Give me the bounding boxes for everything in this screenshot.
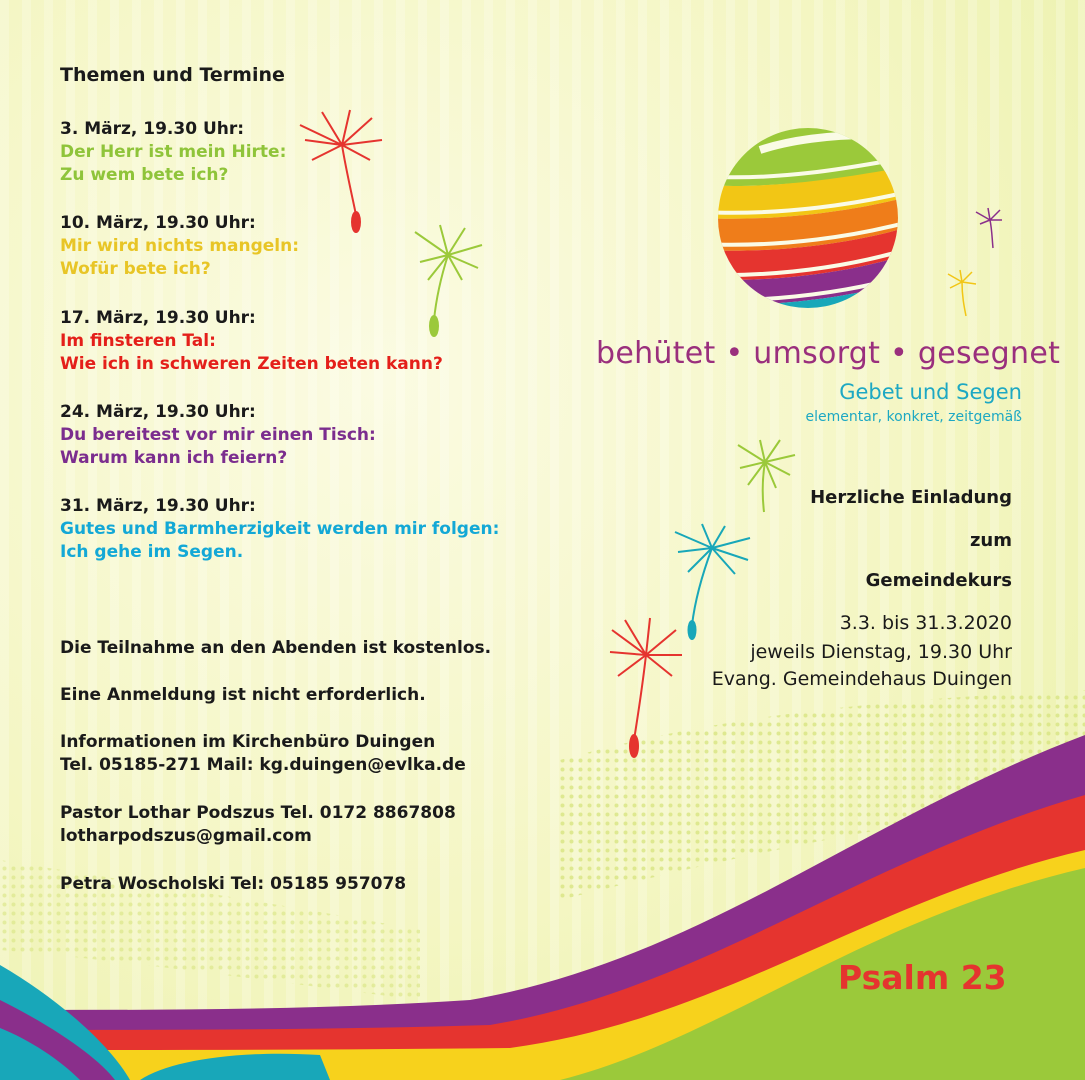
- invitation-line-2: zum: [969, 530, 1012, 551]
- session-5-title: Gutes und Barmherzigkeit werden mir folgen:: [60, 519, 500, 539]
- session-3-date: 17. März, 19.30 Uhr:: [60, 308, 256, 328]
- session-1-title: Der Herr ist mein Hirte:: [60, 142, 287, 162]
- dandelion-seed-red: [300, 110, 382, 232]
- invitation-place: Evang. Gemeindehaus Duingen: [711, 668, 1012, 690]
- session-4-title: Du bereitest vor mir einen Tisch:: [60, 425, 376, 445]
- info-pastor-line: Pastor Lothar Podszus Tel. 0172 8867808: [60, 803, 456, 823]
- session-1-question: Zu wem bete ich?: [60, 165, 229, 185]
- logo-ball: [700, 110, 915, 320]
- invitation-weekday: jeweils Dienstag, 19.30 Uhr: [750, 641, 1012, 663]
- brand-subtitle: Gebet und Segen: [839, 380, 1022, 404]
- session-4-question: Warum kann ich feiern?: [60, 448, 288, 468]
- info-free: Die Teilnahme an den Abenden ist kostenlos.: [60, 638, 492, 658]
- invitation-line-3: Gemeindekurs: [865, 570, 1012, 591]
- dandelion-seed-yellow-small: [948, 270, 976, 316]
- brand-tagline: behütet • umsorgt • gesegnet: [596, 336, 1061, 371]
- info-pastor-email: lotharpodszus@gmail.com: [60, 826, 312, 846]
- invitation-dates: 3.3. bis 31.3.2020: [839, 612, 1012, 634]
- info-petra: Petra Woscholski Tel: 05185 957078: [60, 874, 407, 894]
- session-5-question: Ich gehe im Segen.: [60, 542, 244, 562]
- brand-subtitle-2: elementar, konkret, zeitgemäß: [805, 409, 1022, 425]
- session-2-date: 10. März, 19.30 Uhr:: [60, 213, 256, 233]
- dandelion-seed-green: [415, 225, 482, 336]
- dandelion-seed-purple-small: [976, 208, 1002, 248]
- session-1-date: 3. März, 19.30 Uhr:: [60, 119, 245, 139]
- info-office-contact: Tel. 05185-271 Mail: kg.duingen@evlka.de: [60, 755, 466, 775]
- invitation-line-1: Herzliche Einladung: [810, 487, 1012, 508]
- info-office-title: Informationen im Kirchenbüro Duingen: [60, 732, 436, 752]
- info-registration: Eine Anmeldung ist nicht erforderlich.: [60, 685, 426, 705]
- psalm-title: Psalm 23: [838, 958, 1007, 997]
- session-3-title: Im finsteren Tal:: [60, 331, 216, 351]
- dandelion-seed-green-2: [738, 440, 795, 512]
- session-4-date: 24. März, 19.30 Uhr:: [60, 402, 256, 422]
- session-5-date: 31. März, 19.30 Uhr:: [60, 496, 256, 516]
- session-2-question: Wofür bete ich?: [60, 259, 211, 279]
- dandelion-seed-teal: [675, 524, 750, 639]
- session-2-title: Mir wird nichts mangeln:: [60, 236, 300, 256]
- session-3-question: Wie ich in schweren Zeiten beten kann?: [60, 354, 443, 374]
- topics-heading: Themen und Termine: [60, 64, 285, 86]
